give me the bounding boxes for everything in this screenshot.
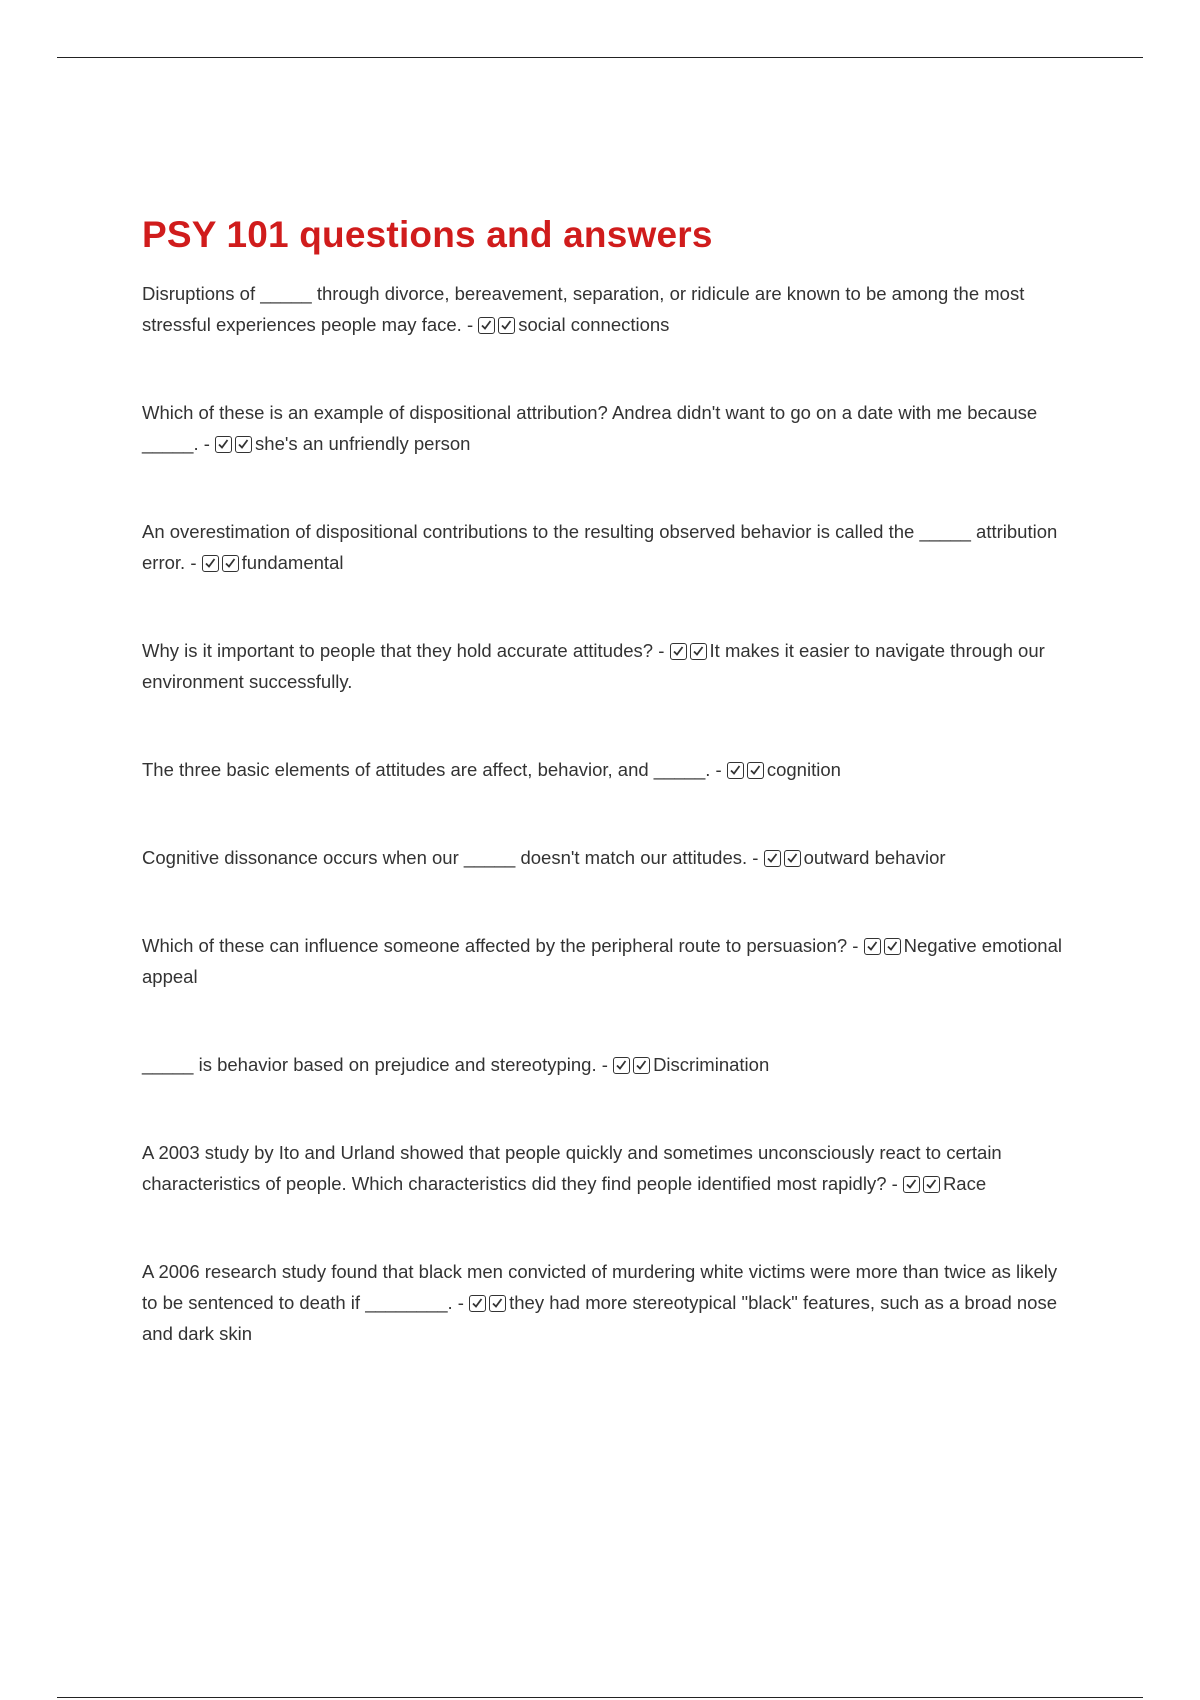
qa-item bbox=[142, 1137, 1072, 1199]
checkbox-icon bbox=[764, 850, 781, 867]
checkbox-icon bbox=[903, 1176, 920, 1193]
checkbox-icon bbox=[489, 1295, 506, 1312]
checkbox-icon bbox=[690, 643, 707, 660]
qa-item bbox=[142, 635, 1072, 697]
answer-text: outward behavior bbox=[803, 846, 946, 868]
answer-text: social connections bbox=[518, 313, 670, 335]
separator: - bbox=[847, 934, 864, 956]
checkbox-icon bbox=[469, 1295, 486, 1312]
checkbox-icon bbox=[613, 1057, 630, 1074]
checkbox-icon bbox=[235, 436, 252, 453]
checkbox-icon bbox=[727, 762, 744, 779]
question-text: Cognitive dissonance occurs when our _____ doesn't match our attitudes. bbox=[142, 846, 748, 868]
document-body bbox=[142, 215, 1072, 1349]
qa-item bbox=[142, 397, 1072, 459]
checkbox-icon bbox=[864, 938, 881, 955]
qa-item bbox=[142, 1049, 1072, 1080]
separator: - bbox=[596, 1053, 614, 1075]
checkbox-icon bbox=[215, 436, 232, 453]
question-text: A 2006 research study found that black men convicted of murdering white victims were more than twice as likely to be sentenced to death if ________. bbox=[142, 1260, 1058, 1313]
separator: - bbox=[886, 1172, 903, 1194]
checkbox-icon bbox=[923, 1176, 940, 1193]
answer-text: they had more stereotypical "black" features, such as a broad nose and dark skin bbox=[142, 1291, 1057, 1344]
checkbox-icon bbox=[884, 938, 901, 955]
question-text: The three basic elements of attitudes are affect, behavior, and _____. bbox=[142, 758, 711, 780]
question-text: Which of these is an example of dispositional attribution? Andrea didn't want to go on a date with me because _____. bbox=[142, 401, 1038, 454]
separator: - bbox=[461, 313, 479, 335]
checkbox-icon bbox=[670, 643, 687, 660]
checkbox-icon bbox=[747, 762, 764, 779]
answer-text: Race bbox=[942, 1172, 987, 1194]
separator: - bbox=[185, 551, 202, 573]
top-rule bbox=[57, 57, 1143, 58]
separator: - bbox=[452, 1291, 470, 1313]
checkbox-icon bbox=[633, 1057, 650, 1074]
qa-item bbox=[142, 278, 1072, 340]
separator: - bbox=[198, 432, 216, 454]
separator: - bbox=[653, 639, 670, 661]
checkbox-icon bbox=[478, 317, 495, 334]
question-text: An overestimation of dispositional contributions to the resulting observed behavior is called the _____ attribution error. bbox=[142, 520, 1058, 573]
qa-item bbox=[142, 842, 1072, 873]
answer-text: cognition bbox=[766, 758, 841, 780]
question-text: Disruptions of _____ through divorce, bereavement, separation, or ridicule are known to be among the most stressful experiences people may face. bbox=[142, 282, 1025, 335]
bottom-rule bbox=[57, 1697, 1143, 1698]
document-title: PSY 101 questions and answers bbox=[142, 214, 713, 255]
answer-text: It makes it easier to navigate through our environment successfully. bbox=[142, 639, 1045, 692]
answer-text: Discrimination bbox=[653, 1053, 770, 1075]
qa-item bbox=[142, 1256, 1072, 1349]
qa-item bbox=[142, 754, 1072, 785]
separator: - bbox=[747, 846, 764, 868]
qa-item bbox=[142, 930, 1072, 992]
checkbox-icon bbox=[202, 555, 219, 572]
answer-text: she's an unfriendly person bbox=[255, 432, 471, 454]
answer-text: fundamental bbox=[241, 551, 344, 573]
question-text: A 2003 study by Ito and Urland showed that people quickly and sometimes unconsciously react to certain characteristics of people. Which characteristics did they find people identified most rapidly? bbox=[142, 1141, 1002, 1194]
answer-text: Negative emotional appeal bbox=[142, 934, 1062, 987]
question-text: Which of these can influence someone affected by the peripheral route to persuasion? bbox=[142, 934, 848, 956]
question-text: _____ is behavior based on prejudice and stereotyping. bbox=[142, 1053, 597, 1075]
question-text: Why is it important to people that they hold accurate attitudes? bbox=[142, 639, 654, 661]
checkbox-icon bbox=[784, 850, 801, 867]
separator: - bbox=[710, 758, 727, 780]
qa-item bbox=[142, 516, 1072, 578]
checkbox-icon bbox=[222, 555, 239, 572]
checkbox-icon bbox=[498, 317, 515, 334]
